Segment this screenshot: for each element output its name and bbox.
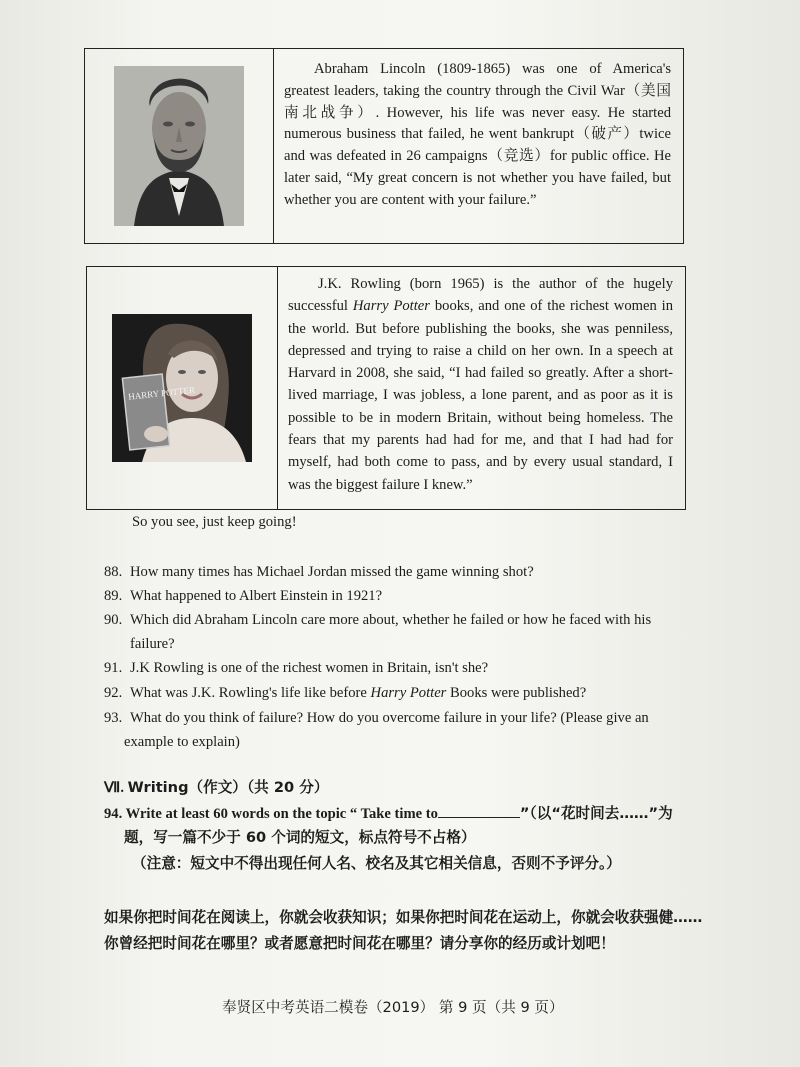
- rowling-text-1: J.K. Rowling (born 1965) is the author of the hugely successful: [288, 276, 673, 315]
- question-number: 88.: [104, 564, 123, 580]
- q94-text-b: ”（以“花时间去……”为: [519, 805, 673, 822]
- lincoln-paragraph: Abraham Lincoln (1809-1865) was one of America's greatest leaders, taking the country through the Civil War（美国南北战争）. However, his life was never easy. He started numerous business that failed, he went bankrupt（破产）twice and was defeated in 26 campaigns（竞选）for public office. He later said, “My great concern is not whether you have failed, but whether you are content with your failure.”: [284, 61, 671, 208]
- question-number: 93.: [104, 710, 123, 726]
- rowling-portrait-image: [112, 314, 252, 462]
- question-94-line2: 题，写一篇不少于 60 个词的短文，标点符号不占格）: [124, 829, 476, 846]
- question-91: [104, 660, 488, 677]
- book-title-text: HARRY POTTER: [127, 384, 196, 402]
- section-title: Writing（作文）（共 20 分）: [127, 779, 329, 796]
- question-number: 89.: [104, 588, 123, 604]
- rowling-paragraph: [288, 273, 673, 496]
- question-text: What do you think of failure? How do you overcome failure in your life? (Please give an: [130, 710, 649, 726]
- question-text: J.K Rowling is one of the richest women in Britain, isn't she?: [130, 660, 489, 676]
- section-roman-numeral: Ⅶ.: [104, 780, 124, 796]
- writing-section-heading: [104, 776, 328, 797]
- question-90: [104, 612, 651, 629]
- q94-text-a: 94. Write at least 60 words on the topic “ Take time to: [104, 806, 438, 822]
- question-italic-title: Harry Potter: [370, 685, 447, 701]
- question-number: 92.: [104, 685, 123, 701]
- lincoln-passage-box: [84, 48, 684, 244]
- rowling-photo-cell: [87, 267, 278, 509]
- rowling-passage-box: [86, 266, 686, 510]
- question-text: How many times has Michael Jordan missed the game winning shot?: [130, 564, 534, 580]
- question-text-a: What was J.K. Rowling's life like before: [130, 685, 371, 701]
- rowling-italic-title: Harry Potter: [352, 298, 430, 315]
- lincoln-photo-cell: [85, 49, 274, 243]
- question-number: 90.: [104, 612, 123, 628]
- question-94-line1: [104, 802, 673, 823]
- page-footer: 奉贤区中考英语二模卷（2019） 第 9 页（共 9 页）: [222, 999, 564, 1016]
- question-93: [104, 710, 649, 727]
- question-89: [104, 588, 382, 605]
- question-text: What happened to Albert Einstein in 1921?: [130, 588, 383, 604]
- question-93-continued: example to explain): [124, 734, 240, 750]
- writing-prompt-line2: 你曾经把时间花在哪里？或者愿意把时间花在哪里？请分享你的经历或计划吧！: [104, 935, 615, 952]
- topic-blank: [438, 803, 520, 818]
- writing-note: （注意：短文中不得出现任何人名、校名及其它相关信息，否则不予评分。）: [132, 855, 621, 872]
- question-90-continued: failure?: [130, 636, 175, 652]
- question-text-b: Books were published?: [446, 685, 587, 701]
- closing-line: So you see, just keep going!: [132, 514, 297, 530]
- lincoln-text-cell: [274, 49, 683, 243]
- writing-prompt-line1: 如果你把时间花在阅读上，你就会收获知识；如果你把时间花在运动上，你就会收获强健……: [104, 909, 703, 926]
- lincoln-portrait-image: [114, 66, 244, 226]
- question-number: 91.: [104, 660, 123, 676]
- question-88: [104, 564, 534, 581]
- question-92: [104, 685, 586, 702]
- rowling-text-cell: [278, 267, 685, 509]
- rowling-text-2: books, and one of the richest women in the world. But before publishing the books, she was penniless, depressed and trying to raise a child on her own. In a speech at Harvard in 2008, she said, “I had failed so greatly. After a short-lived marriage, I was jobless, a lone parent, and as poor as it is possible to be in modern Britain, without being homeless. The fears that my parents had had for me, and that I had had for myself, had both come to pass, and by every usual standard, I was the biggest failure I knew.”: [288, 298, 673, 493]
- question-text: Which did Abraham Lincoln care more about, whether he failed or how he faced with his: [130, 612, 652, 628]
